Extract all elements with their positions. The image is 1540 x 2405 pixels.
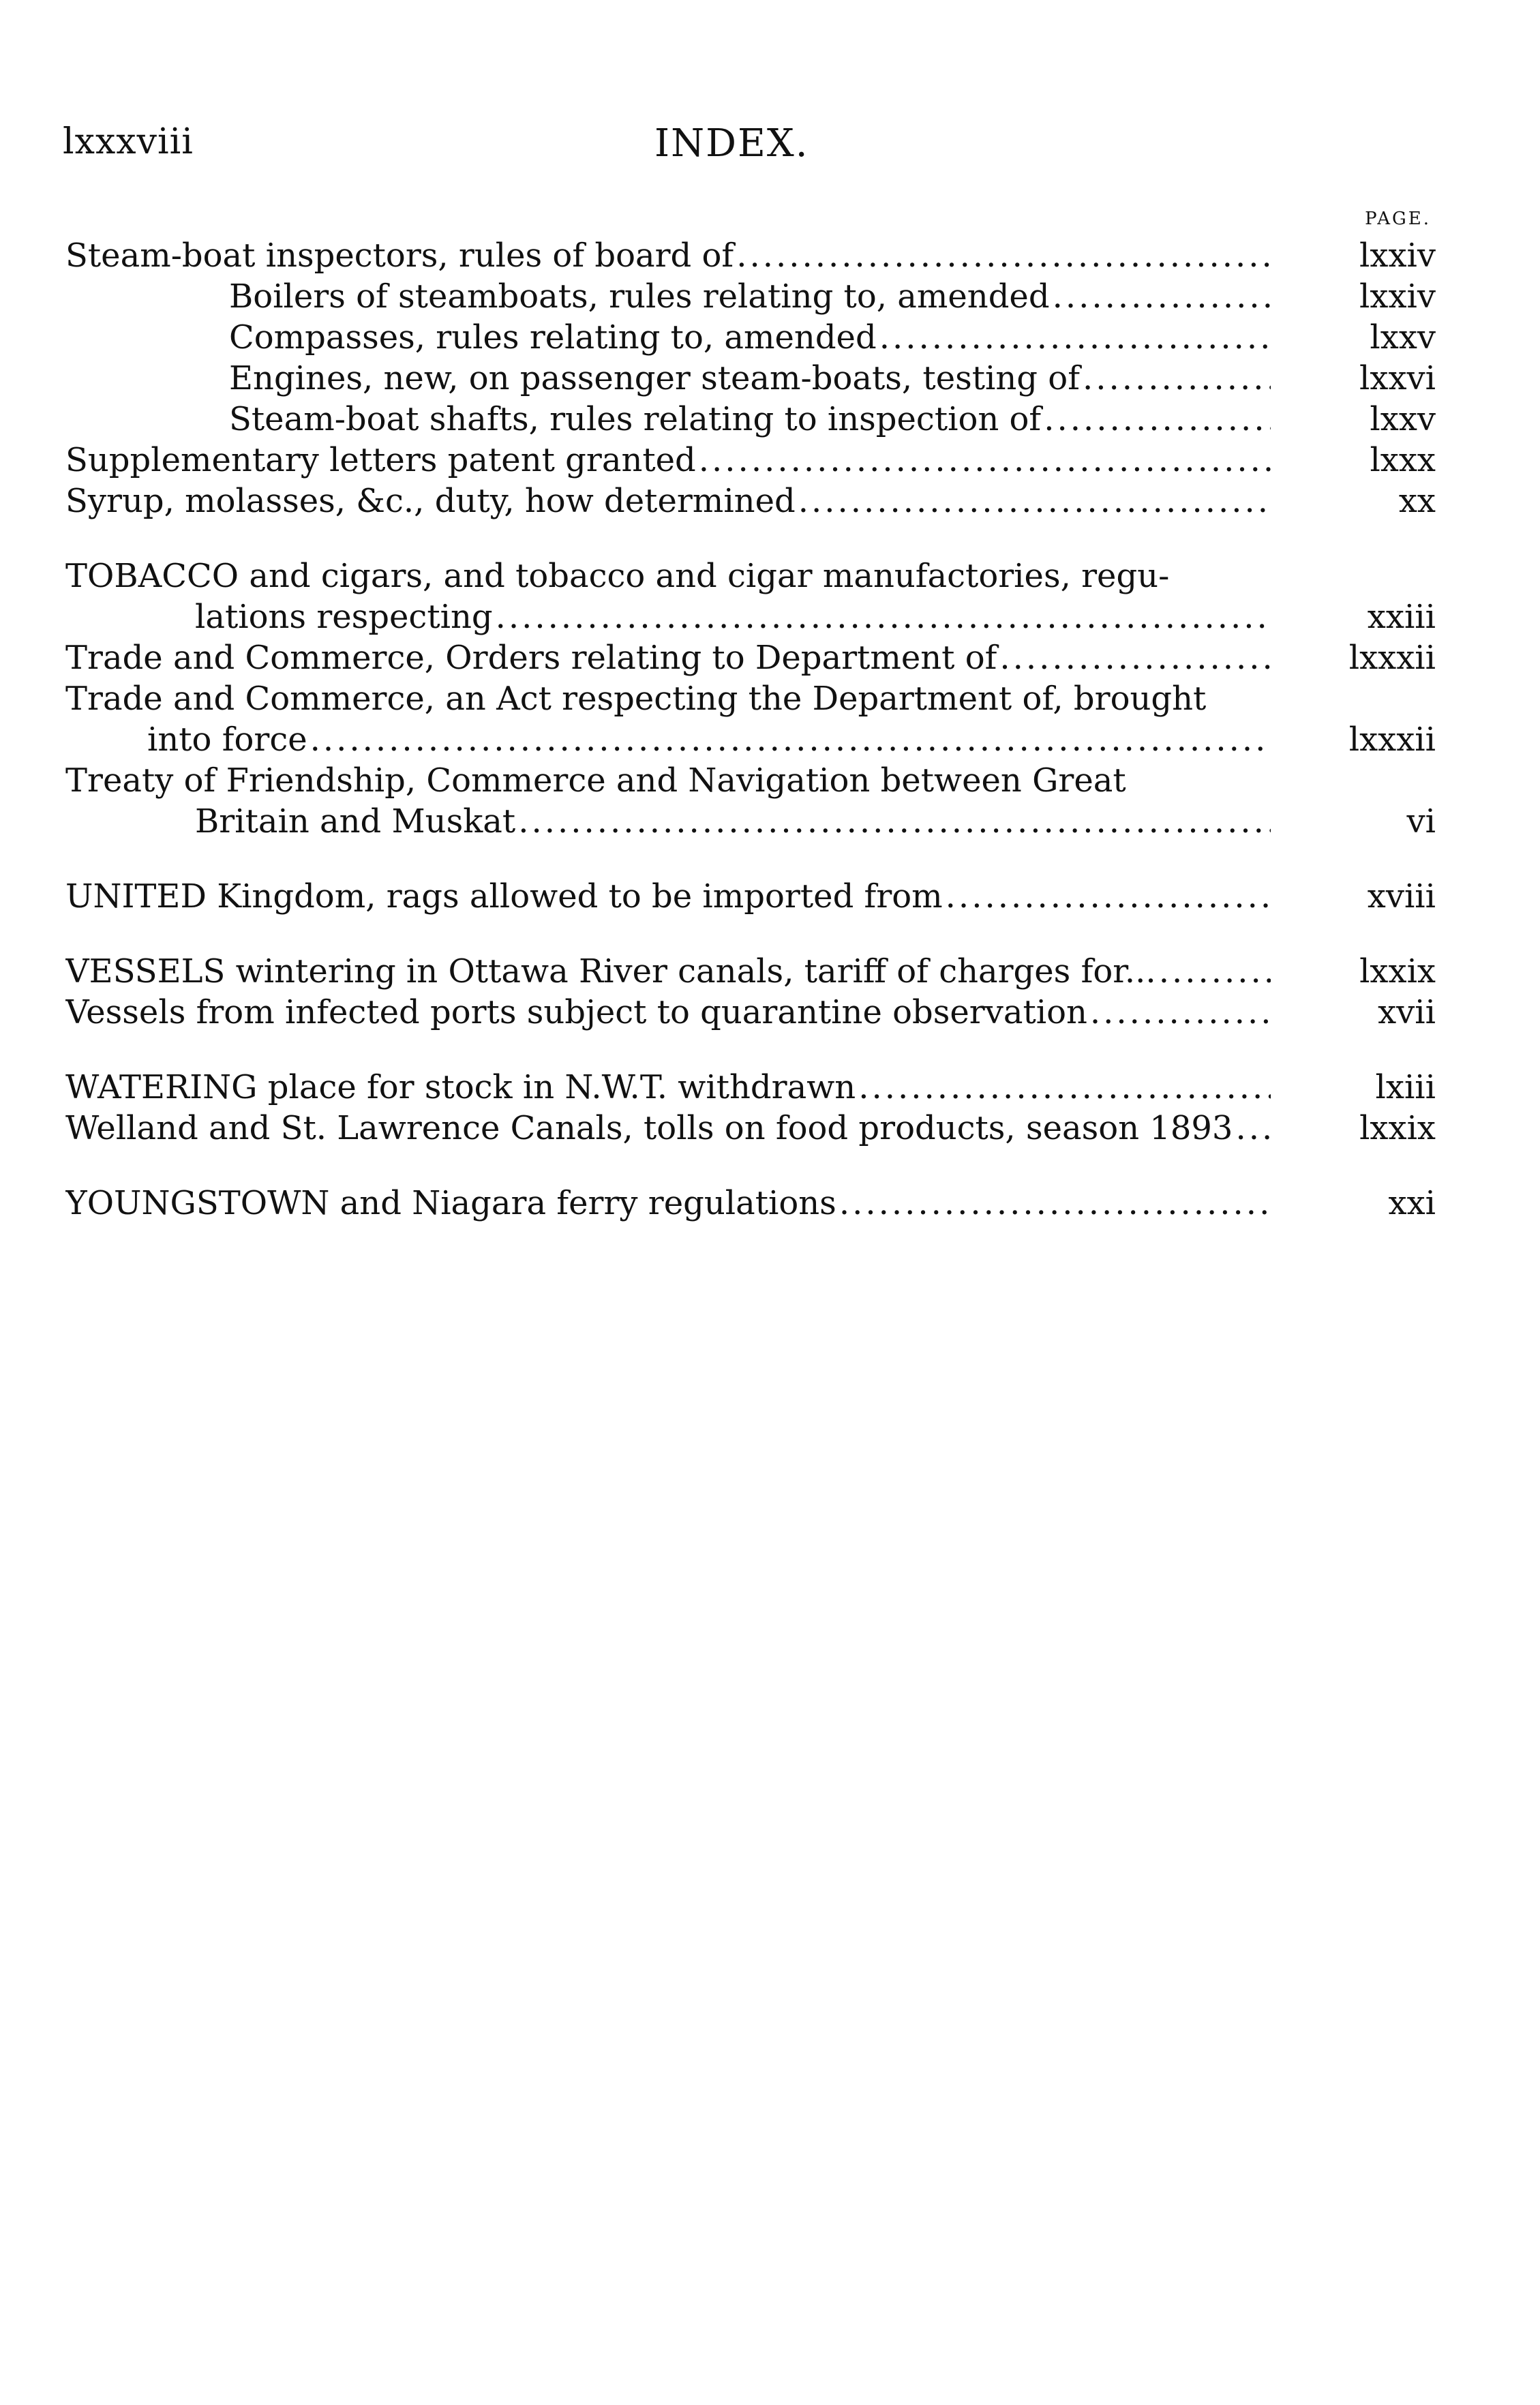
entry-label: UNITED Kingdom, rags allowed to be imported from xyxy=(65,877,943,916)
entry-label: Compasses, rules relating to, amended xyxy=(229,318,877,357)
entry-page: xxi xyxy=(1388,1184,1436,1222)
entry-label: Britain and Muskat xyxy=(195,802,516,841)
page-column-label: PAGE. xyxy=(1365,209,1431,229)
entry-page: xviii xyxy=(1367,877,1436,916)
entry-page: lxxxii xyxy=(1348,639,1436,677)
index-entry-continuation xyxy=(65,801,1436,842)
index-entry xyxy=(65,481,1436,521)
entry-label: VESSELS wintering in Ottawa River canals, tariff of charges for... xyxy=(65,952,1156,990)
section-gap xyxy=(65,1149,1436,1183)
dot-leader xyxy=(798,481,1271,521)
index-subentry xyxy=(65,317,1436,358)
dot-leader xyxy=(1044,399,1271,440)
entry-page: lxxv xyxy=(1370,318,1436,357)
index-entry-continuation xyxy=(65,596,1436,637)
dot-leader xyxy=(879,317,1271,358)
entry-label: Vessels from infected ports subject to quarantine observation xyxy=(65,993,1087,1031)
index-entry xyxy=(65,1183,1436,1224)
dot-leader xyxy=(999,637,1271,678)
entry-page: lxxix xyxy=(1359,952,1436,990)
entry-page: lxxv xyxy=(1370,400,1436,438)
index-entry-first-line: TOBACCO and cigars, and tobacco and cigar manufactories, regu- xyxy=(65,557,1170,595)
dot-leader xyxy=(1235,1108,1271,1149)
entry-page: lxxxii xyxy=(1348,721,1436,759)
index-entry-first-line: Trade and Commerce, an Act respecting the Department of, brought xyxy=(65,680,1207,718)
entry-label: YOUNGSTOWN and Niagara ferry regulations xyxy=(65,1184,836,1222)
index-entry xyxy=(65,235,1436,276)
dot-leader xyxy=(839,1183,1271,1224)
dot-leader xyxy=(699,440,1271,481)
section-gap xyxy=(65,1033,1436,1067)
running-title: INDEX. xyxy=(654,121,809,166)
entry-page: xxiii xyxy=(1367,598,1436,636)
index-entry xyxy=(65,951,1436,992)
index-list xyxy=(65,235,1436,1224)
entry-page: lxxx xyxy=(1370,441,1436,479)
index-entry xyxy=(65,992,1436,1033)
index-entry-first-line: Treaty of Friendship, Commerce and Navigation between Great xyxy=(65,761,1126,800)
dot-leader xyxy=(736,235,1271,276)
entry-page: lxxiv xyxy=(1359,277,1436,316)
entry-page: lxxvi xyxy=(1359,359,1436,397)
dot-leader xyxy=(518,801,1271,842)
entry-label: lations respecting xyxy=(195,598,493,636)
index-entry xyxy=(65,637,1436,678)
entry-label: WATERING place for stock in N.W.T. withdrawn xyxy=(65,1068,856,1106)
entry-label: into force xyxy=(147,721,307,759)
section-gap xyxy=(65,521,1436,556)
entry-page: lxxiv xyxy=(1359,237,1436,275)
entry-label: Trade and Commerce, Orders relating to Department of xyxy=(65,639,997,677)
index-entry-continuation xyxy=(65,719,1436,760)
dot-leader xyxy=(858,1067,1271,1108)
entry-label: Engines, new, on passenger steam-boats, testing of xyxy=(229,359,1080,397)
index-subentry xyxy=(65,276,1436,317)
dot-leader xyxy=(1090,992,1271,1033)
dot-leader xyxy=(1083,358,1271,399)
entry-label: Steam-boat inspectors, rules of board of xyxy=(65,237,734,275)
index-entry xyxy=(65,1108,1436,1149)
entry-page: xvii xyxy=(1378,993,1436,1031)
section-gap xyxy=(65,842,1436,876)
entry-label: Syrup, molasses, &c., duty, how determined xyxy=(65,482,796,520)
dot-leader xyxy=(310,719,1271,760)
entry-page: lxxix xyxy=(1359,1109,1436,1147)
entry-label: Welland and St. Lawrence Canals, tolls on food products, season 1893 xyxy=(65,1109,1233,1147)
section-gap xyxy=(65,917,1436,951)
entry-label: Boilers of steamboats, rules relating to, amended xyxy=(229,277,1050,316)
page-folio: lxxxviii xyxy=(63,121,194,162)
index-entry xyxy=(65,440,1436,481)
entry-page: vi xyxy=(1406,802,1436,841)
index-entry xyxy=(65,1067,1436,1108)
dot-leader xyxy=(496,596,1271,637)
entry-label: Steam-boat shafts, rules relating to inspection of xyxy=(229,400,1042,438)
dot-leader xyxy=(1159,951,1271,992)
index-subentry xyxy=(65,399,1436,440)
entry-label: Supplementary letters patent granted xyxy=(65,441,696,479)
dot-leader xyxy=(946,876,1271,917)
entry-page: lxiii xyxy=(1375,1068,1436,1106)
entry-page: xx xyxy=(1398,482,1436,520)
dot-leader xyxy=(1053,276,1271,317)
index-entry xyxy=(65,876,1436,917)
index-subentry xyxy=(65,358,1436,399)
